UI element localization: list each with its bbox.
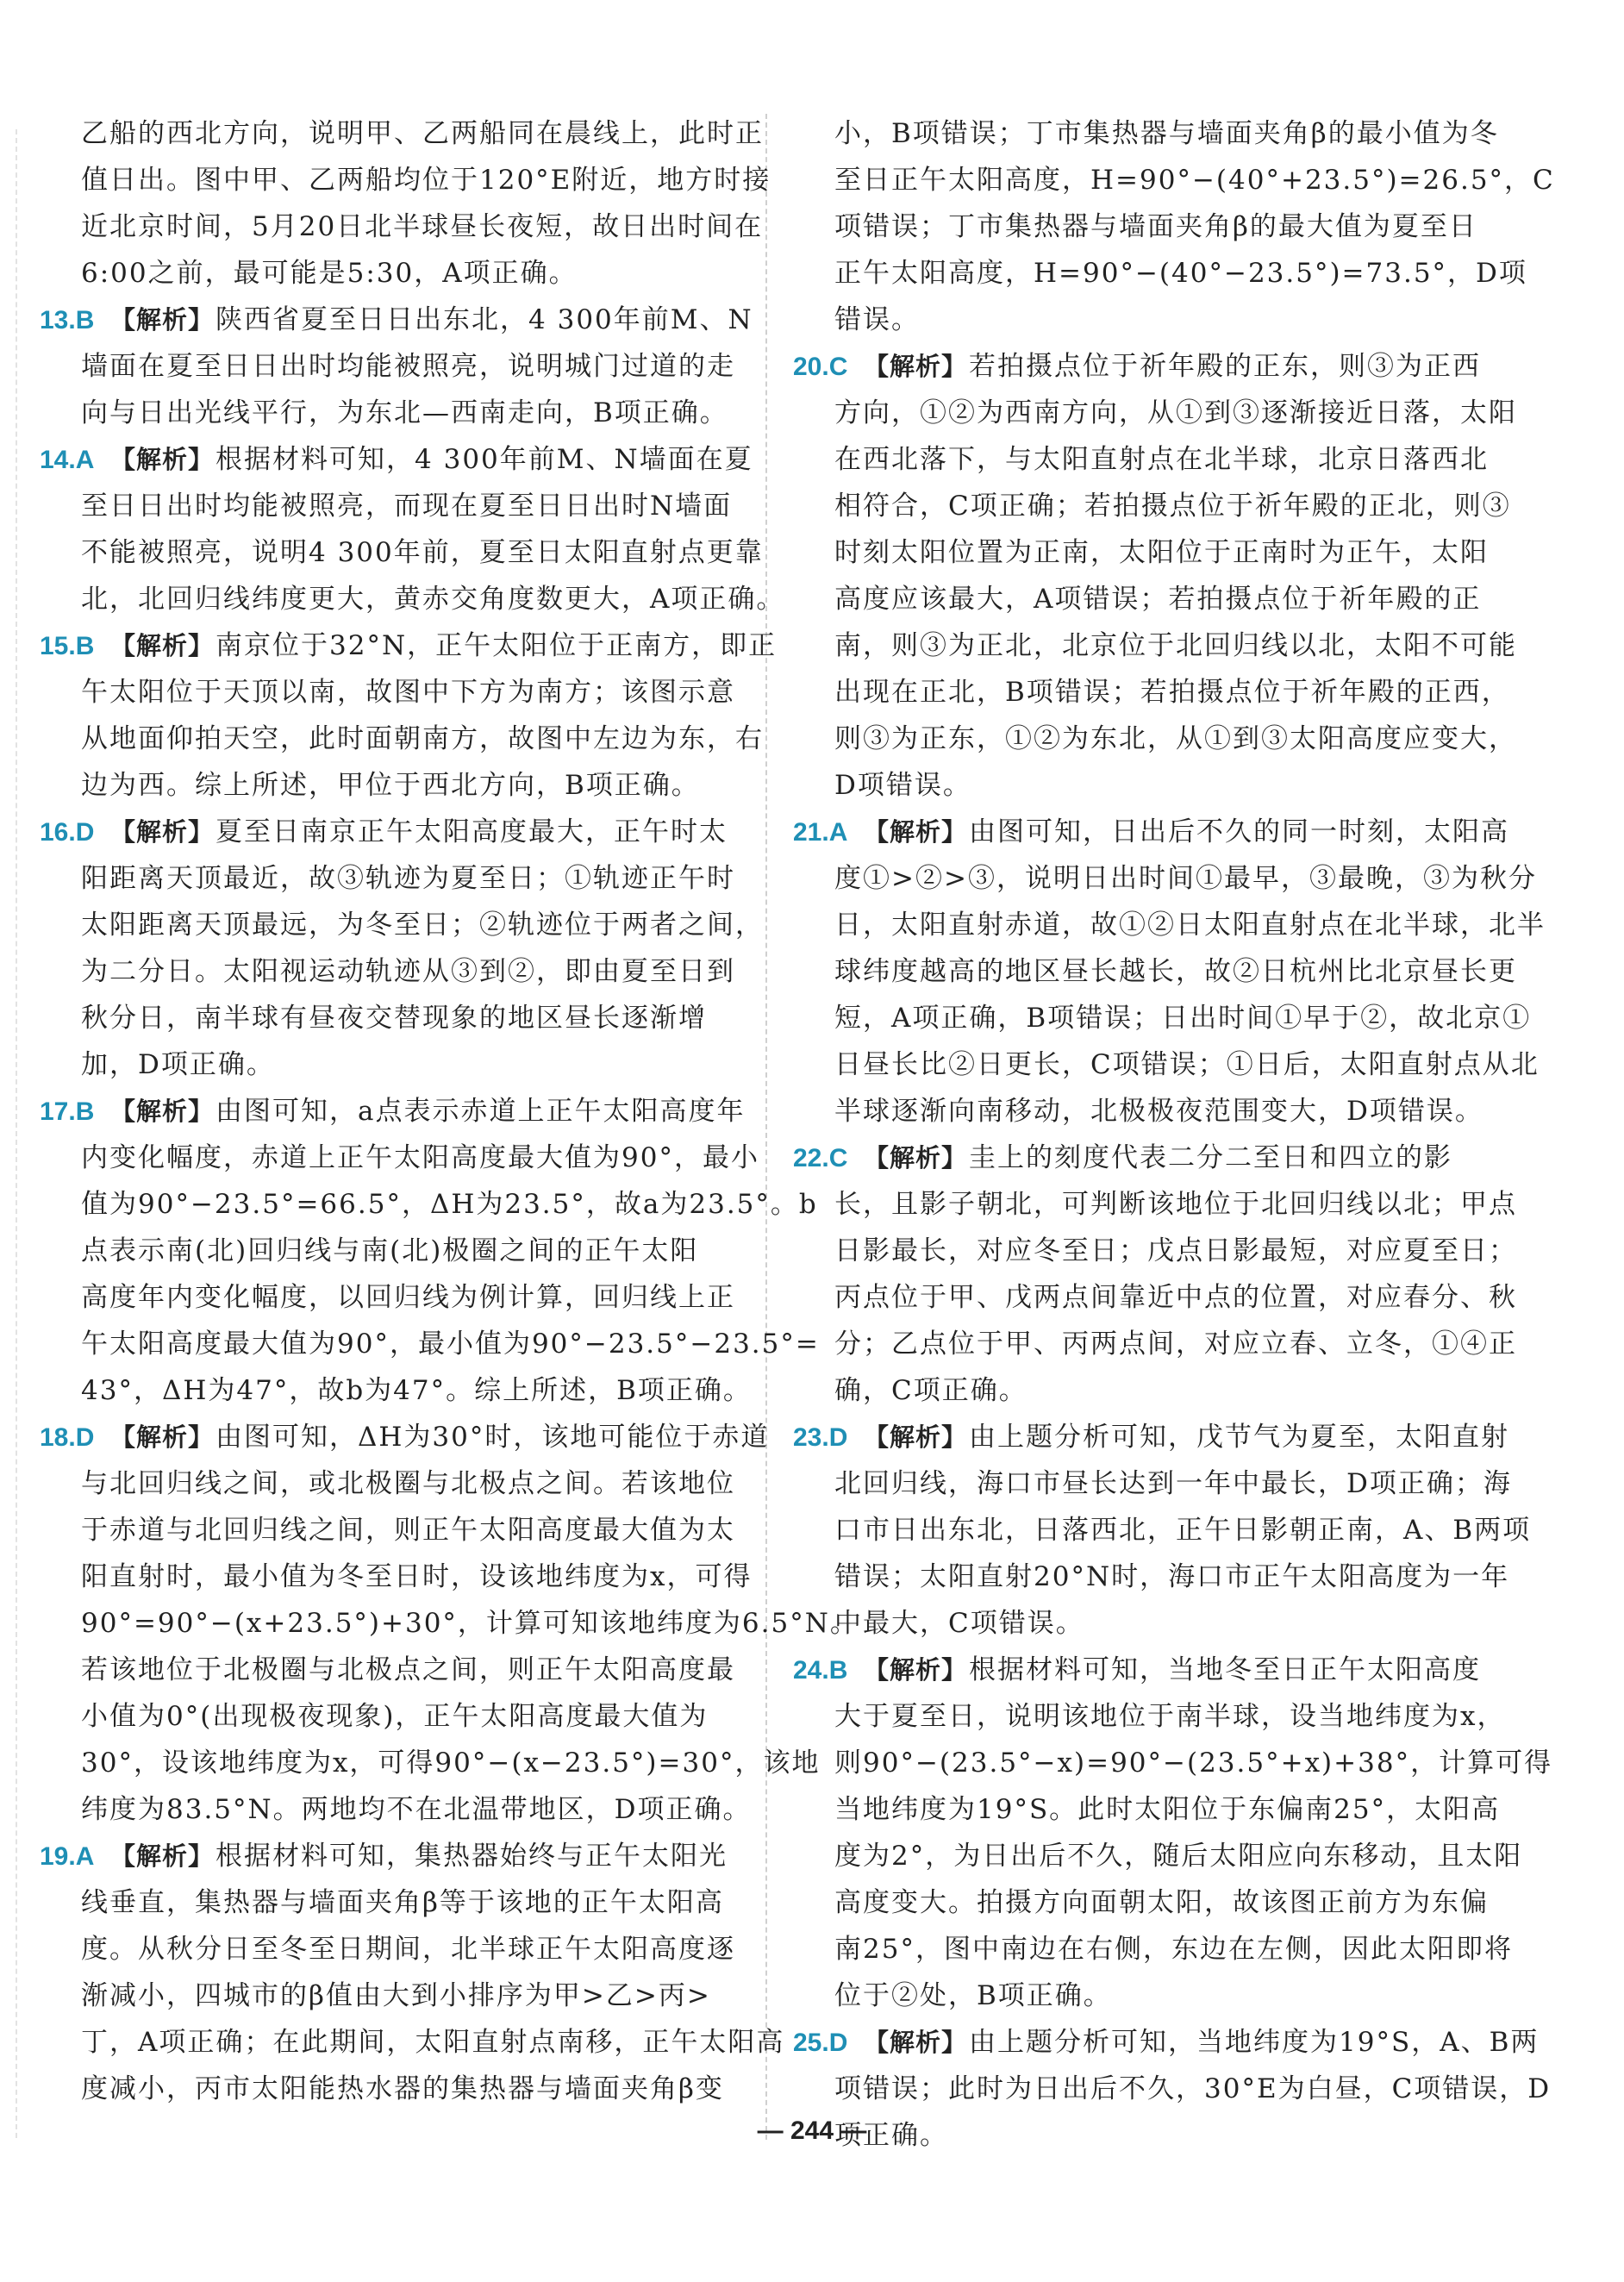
text-line: 6:00之前，最可能是5:30，A项正确。 xyxy=(81,258,578,289)
text-line: 夏至日南京正午太阳高度最大，正午时太 xyxy=(215,816,728,847)
text-line: 则③为正东，①②为东北，从①到③太阳高度应变大， xyxy=(834,723,1517,754)
answer-first-line xyxy=(793,1135,1500,1181)
question-number: 18.D xyxy=(40,1423,95,1452)
text-line: 值日出。图中甲、乙两船均位于120°E附近，地方时接 xyxy=(81,165,771,196)
text-line: 相符合，C项正确；若拍摄点位于祈年殿的正北，则③ xyxy=(834,491,1511,522)
answer-first-line xyxy=(40,436,753,483)
text-line: 小，B项错误；丁市集热器与墙面夹角β的最小值为冬 xyxy=(834,118,1499,149)
text-line: 日昼长比②日更长，C项错误；①日后，太阳直射点从北 xyxy=(834,1049,1540,1080)
answer-item xyxy=(793,1135,1517,1414)
text-line: 不能被照亮，说明4 300年前，夏至日太阳直射点更靠 xyxy=(81,537,764,568)
analysis-tag: 【解析】 xyxy=(110,817,215,847)
answer-item xyxy=(40,809,764,1088)
text-line: 43°，ΔH为47°，故b为47°。综上所述，B项正确。 xyxy=(81,1375,752,1406)
text-line: 度。从秋分日至冬至日期间，北半球正午太阳高度逐 xyxy=(81,1934,735,1965)
text-line: 方向，①②为西南方向，从①到③逐渐接近日落，太阳 xyxy=(834,397,1517,428)
text-line: 点表示南(北)回归线与南(北)极圈之间的正午太阳 xyxy=(81,1235,699,1266)
analysis-tag: 【解析】 xyxy=(864,352,968,381)
question-number: 13.B xyxy=(40,306,95,334)
text-line: 由图可知，ΔH为30°时，该地可能位于赤道 xyxy=(215,1422,770,1453)
answer-item xyxy=(40,297,753,436)
answer-first-line xyxy=(793,809,1510,855)
text-line: 加，D项正确。 xyxy=(81,1049,275,1080)
question-number: 23.D xyxy=(793,1423,848,1452)
answer-item xyxy=(40,1833,785,2112)
analysis-tag: 【解析】 xyxy=(864,1422,968,1452)
answer-item xyxy=(793,1414,1532,1647)
text-line: 度①>②>③，说明日出时间①最早，③最晚，③为秋分 xyxy=(834,863,1537,894)
answer-first-line xyxy=(40,297,753,343)
text-line: 错误。 xyxy=(834,304,920,335)
answer-first-line xyxy=(793,1647,1500,1693)
page-number: — 244 — xyxy=(757,2116,867,2145)
question-number: 20.C xyxy=(793,353,848,381)
text-line: 北回归线，海口市昼长达到一年中最长，D项正确；海 xyxy=(834,1468,1512,1499)
text-line: 午太阳高度最大值为90°，最小值为90°−23.5°−23.5°= xyxy=(81,1329,820,1360)
text-line: 在西北落下，与太阳直射点在北半球，北京日落西北 xyxy=(834,444,1489,475)
text-line: 短，A项正确，B项错误；日出时间①早于②，故北京① xyxy=(834,1003,1532,1034)
text-line: 渐减小，四城市的β值由大到小排序为甲>乙>丙> xyxy=(81,1980,711,2011)
answer-first-line xyxy=(40,1088,746,1135)
text-line: 南25°，图中南边在右侧，东边在左侧，因此太阳即将 xyxy=(834,1934,1513,1965)
answer-first-line xyxy=(793,2019,1540,2066)
question-number: 15.B xyxy=(40,632,95,660)
answer-item xyxy=(793,809,1546,1135)
answer-first-line xyxy=(40,1833,741,1879)
analysis-tag: 【解析】 xyxy=(110,631,215,660)
question-number: 21.A xyxy=(793,818,848,847)
continued-paragraph xyxy=(793,110,1555,343)
text-line: 线垂直，集热器与墙面夹角β等于该地的正午太阳高 xyxy=(81,1887,724,1918)
text-line: 于赤道与北回归线之间，则正午太阳高度最大值为太 xyxy=(81,1515,735,1546)
text-line: D项错误。 xyxy=(834,770,971,801)
question-number: 25.D xyxy=(793,2029,848,2057)
text-line: 分；乙点位于甲、丙两点间，对应立春、立冬，①④正 xyxy=(834,1329,1517,1360)
analysis-tag: 【解析】 xyxy=(864,2028,968,2057)
text-line: 从地面仰拍天空，此时面朝南方，故图中左边为东，右 xyxy=(81,723,764,754)
text-line: 丙点位于甲、戊两点间靠近中点的位置，对应春分、秋 xyxy=(834,1282,1517,1313)
text-line: 长，且影子朝北，可判断该地位于北回归线以北；甲点 xyxy=(834,1189,1517,1220)
text-line: 出现在正北，B项错误；若拍摄点位于祈年殿的正西， xyxy=(834,677,1510,708)
text-line: 位于②处，B项正确。 xyxy=(834,1980,1112,2011)
analysis-tag: 【解析】 xyxy=(110,305,215,334)
text-line: 南京位于32°N，正午太阳位于正南方，即正 xyxy=(215,630,778,661)
text-line: 小值为0°(出现极夜现象)，正午太阳高度最大值为 xyxy=(81,1701,709,1732)
text-line: 纬度为83.5°N。两地均不在北温带地区，D项正确。 xyxy=(81,1794,752,1825)
text-line: 圭上的刻度代表二分二至日和四立的影 xyxy=(969,1142,1453,1173)
continued-paragraph xyxy=(40,110,771,297)
text-line: 北，北回归线纬度更大，黄赤交角度数更大，A项正确。 xyxy=(81,584,785,615)
text-line: 正午太阳高度，H=90°−(40°−23.5°)=73.5°，D项 xyxy=(834,258,1527,289)
text-line: 项错误；丁市集热器与墙面夹角β的最大值为夏至日 xyxy=(834,211,1477,242)
column-divider xyxy=(765,114,767,2140)
text-line: 高度变大。拍摄方向面朝太阳，故该图正前方为东偏 xyxy=(834,1887,1489,1918)
text-line: 丁，A项正确；在此期间，太阳直射点南移，正午太阳高 xyxy=(81,2027,785,2058)
answer-first-line xyxy=(793,1414,1510,1460)
text-line: 若拍摄点位于祈年殿的正东，则③为正西 xyxy=(969,351,1482,382)
answer-first-line xyxy=(40,809,741,855)
text-line: 陕西省夏至日日出东北，4 300年前M、N xyxy=(215,304,753,335)
text-line: 值为90°−23.5°=66.5°，ΔH为23.5°，故a为23.5°。b xyxy=(81,1189,818,1220)
analysis-tag: 【解析】 xyxy=(110,445,215,474)
text-line: 阳距离天顶最近，故③轨迹为夏至日；①轨迹正午时 xyxy=(81,863,735,894)
text-line: 至日日出时均能被照亮，而现在夏至日日出时N墙面 xyxy=(81,491,733,522)
text-line: 边为西。综上所述，甲位于西北方向，B项正确。 xyxy=(81,770,700,801)
margin-rule xyxy=(16,129,17,2138)
text-line: 内变化幅度，赤道上正午太阳高度最大值为90°，最小 xyxy=(81,1142,759,1173)
question-number: 17.B xyxy=(40,1097,95,1126)
text-line: 根据材料可知，当地冬至日正午太阳高度 xyxy=(969,1654,1482,1685)
text-line: 日，太阳直射赤道，故①②日太阳直射点在北半球，北半 xyxy=(834,910,1546,941)
analysis-tag: 【解析】 xyxy=(864,1655,968,1685)
text-line: 高度应该最大，A项错误；若拍摄点位于祈年殿的正 xyxy=(834,584,1482,615)
text-line: 秋分日，南半球有昼夜交替现象的地区昼长逐渐增 xyxy=(81,1003,707,1034)
answer-item xyxy=(793,343,1517,809)
text-line: 确，C项正确。 xyxy=(834,1375,1027,1406)
question-number: 22.C xyxy=(793,1144,848,1172)
text-line: 为二分日。太阳视运动轨迹从③到②，即由夏至日到 xyxy=(81,956,735,987)
answer-first-line xyxy=(793,343,1500,390)
text-line: 墙面在夏至日日出时均能被照亮，说明城门过道的走 xyxy=(81,351,735,382)
text-line: 根据材料可知，集热器始终与正午太阳光 xyxy=(215,1841,728,1872)
answer-item xyxy=(40,622,778,809)
text-line: 球纬度越高的地区昼长越长，故②日杭州比北京昼长更 xyxy=(834,956,1517,987)
text-line: 乙船的西北方向，说明甲、乙两船同在晨线上，此时正 xyxy=(81,118,764,149)
text-line: 度为2°，为日出后不久，随后太阳应向东移动，且太阳 xyxy=(834,1841,1523,1872)
text-line: 错误；太阳直射20°N时，海口市正午太阳高度为一年 xyxy=(834,1561,1510,1592)
answer-first-line xyxy=(40,622,778,669)
right-column xyxy=(793,110,1555,2159)
text-line: 由上题分析可知，当地纬度为19°S，A、B两 xyxy=(969,2027,1540,2058)
answer-item xyxy=(40,1088,820,1414)
answer-item xyxy=(40,436,785,622)
text-line: 由上题分析可知，戊节气为夏至，太阳直射 xyxy=(969,1422,1510,1453)
text-line: 近北京时间，5月20日北半球昼长夜短，故日出时间在 xyxy=(81,211,764,242)
text-line: 太阳距离天顶最远，为冬至日；②轨迹位于两者之间， xyxy=(81,910,764,941)
text-line: 向与日出光线平行，为东北—西南走向，B项正确。 xyxy=(81,397,728,428)
text-line: 南，则③为正北，北京位于北回归线以北，太阳不可能 xyxy=(834,630,1517,661)
text-line: 度减小，丙市太阳能热水器的集热器与墙面夹角β变 xyxy=(81,2073,724,2104)
text-line: 高度年内变化幅度，以回归线为例计算，回归线上正 xyxy=(81,1282,735,1313)
text-line: 则90°−(23.5°−x)=90°−(23.5°+x)+38°，计算可得 xyxy=(834,1747,1553,1779)
text-line: 大于夏至日，说明该地位于南半球，设当地纬度为x， xyxy=(834,1701,1506,1732)
analysis-tag: 【解析】 xyxy=(864,1143,968,1172)
answer-item xyxy=(793,1647,1553,2019)
text-line: 口市日出东北，日落西北，正午日影朝正南，A、B两项 xyxy=(834,1515,1532,1546)
text-line: 项错误；此时为日出后不久，30°E为白昼，C项错误，D xyxy=(834,2073,1552,2104)
question-number: 24.B xyxy=(793,1656,848,1685)
analysis-tag: 【解析】 xyxy=(110,1422,215,1452)
text-line: 30°，设该地纬度为x，可得90°−(x−23.5°)=30°，该地 xyxy=(81,1747,821,1779)
text-line: 至日正午太阳高度，H=90°−(40°+23.5°)=26.5°，C xyxy=(834,165,1555,196)
text-line: 90°=90°−(x+23.5°)+30°，计算可知该地纬度为6.5°N。 xyxy=(81,1608,859,1639)
text-line: 根据材料可知，4 300年前M、N墙面在夏 xyxy=(215,444,753,475)
question-number: 19.A xyxy=(40,1842,95,1871)
text-line: 由图可知，a点表示赤道上正午太阳高度年 xyxy=(215,1096,746,1127)
text-line: 午太阳位于天顶以南，故图中下方为南方；该图示意 xyxy=(81,677,735,708)
text-line: 中最大，C项错误。 xyxy=(834,1608,1084,1639)
question-number: 16.D xyxy=(40,818,95,847)
question-number: 14.A xyxy=(40,446,95,474)
text-line: 当地纬度为19°S。此时太阳位于东偏南25°，太阳高 xyxy=(834,1794,1501,1825)
text-line: 若该地位于北极圈与北极点之间，则正午太阳高度最 xyxy=(81,1654,735,1685)
text-line: 时刻太阳位置为正南，太阳位于正南时为正午，太阳 xyxy=(834,537,1489,568)
text-line: 阳直射时，最小值为冬至日时，设该地纬度为x，可得 xyxy=(81,1561,753,1592)
text-line: 项正确。 xyxy=(834,2120,948,2151)
text-line: 与北回归线之间，或北极圈与北极点之间。若该地位 xyxy=(81,1468,735,1499)
text-line: 日影最长，对应冬至日；戊点日影最短，对应夏至日； xyxy=(834,1235,1517,1266)
analysis-tag: 【解析】 xyxy=(864,817,968,847)
analysis-tag: 【解析】 xyxy=(110,1841,215,1871)
analysis-tag: 【解析】 xyxy=(110,1097,215,1126)
answer-first-line xyxy=(40,1414,770,1460)
text-line: 半球逐渐向南移动，北极极夜范围变大，D项错误。 xyxy=(834,1096,1483,1127)
text-line: 由图可知，日出后不久的同一时刻，太阳高 xyxy=(969,816,1510,847)
